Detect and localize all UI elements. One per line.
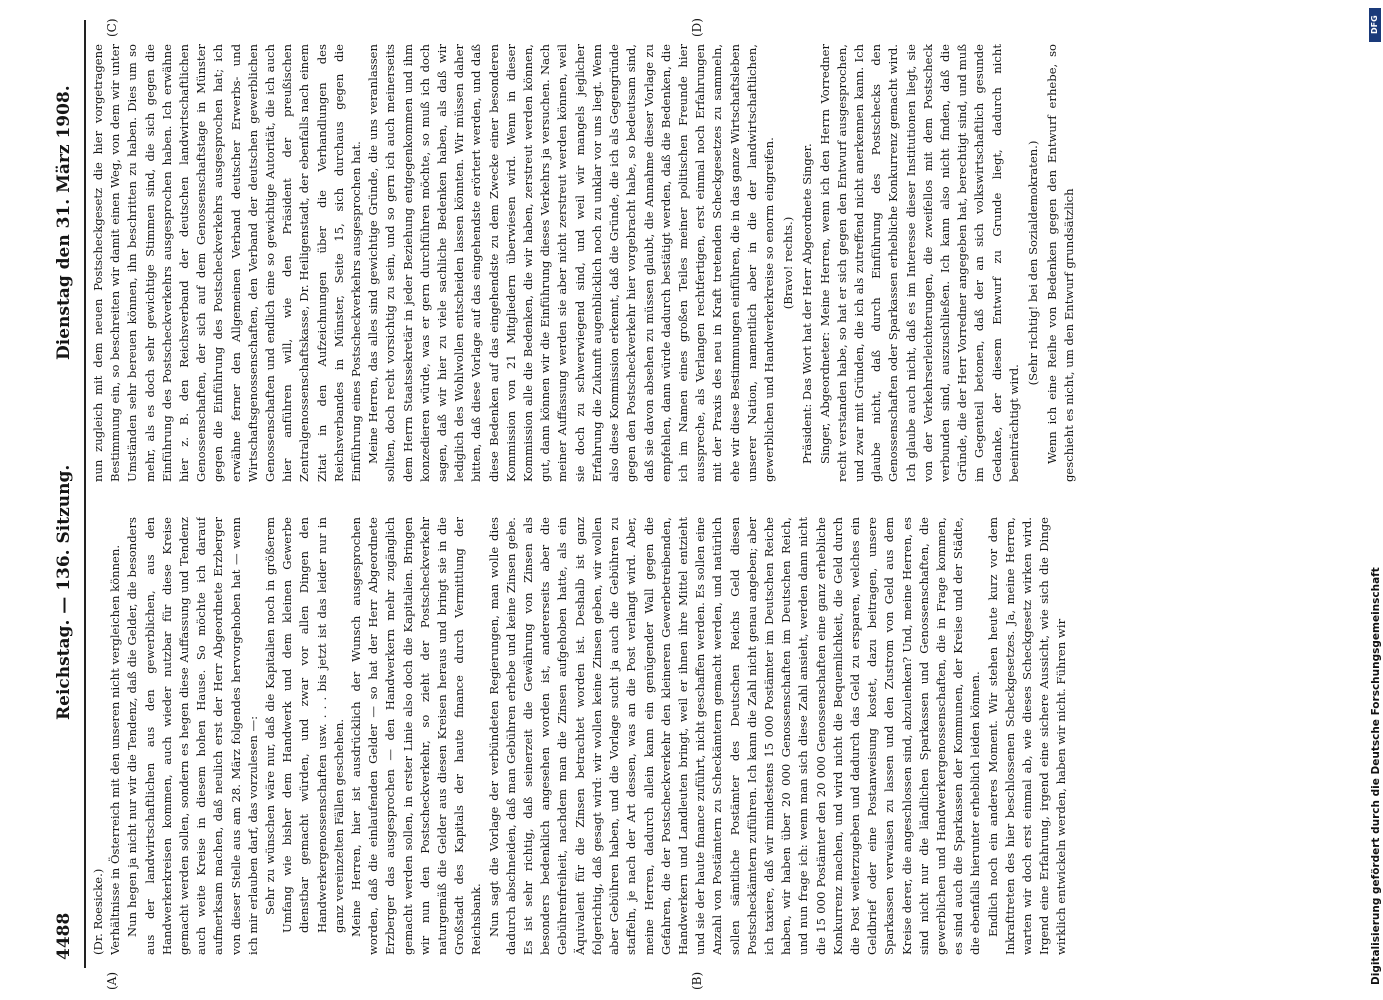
speaker-tag: (Dr. Roesicke.)	[91, 868, 105, 955]
digitization-credit: Digitalisierung gefördert durch die Deutsche Forschungsgemeinschaft	[1370, 567, 1382, 985]
interjection: (Sehr richtig! bei den Sozialdemokraten.)	[1025, 140, 1040, 386]
page-header	[54, 25, 80, 960]
dfg-logo: DFG	[1369, 8, 1381, 42]
header-rule	[84, 20, 86, 968]
interjection: (Bravo! rechts.)	[781, 216, 796, 310]
page-number: 4488	[54, 912, 74, 960]
paragraph: Verhältnisse in Österreich mit den unseren nicht vergleichen können.	[108, 544, 123, 955]
header-left-title: Reichstag. — 136. Sitzung.	[54, 464, 74, 720]
paragraph: Endlich noch ein anderes Moment. Wir stehen heute kurz vor dem Inkrafttreten des hier beschlossenen Scheckgesetzes. Ja, meine Herren, warten wir doch erst einmal ab, wie dieses Scheckgesetz wirken wird. Irgend eine Erfahrung, irgend eine sichere Aussicht, wie sich die Dinge wirklich entwickeln werden, haben wir nicht. Führen wir	[985, 517, 1069, 955]
president-statement: Präsident: Das Wort hat der Herr Abgeordnete Singer.	[800, 143, 815, 464]
paragraph: Nun sagt die Vorlage der verbündeten Regierungen, man wolle dies dadurch abschneiden, daß man Gebühren erhebe und keine Zinsen gebe. Es ist sehr richtig, daß seinerzeit die Gewährung von Zinsen als besonders bedenklich angesehen worden ist, andererseits aber die Gebührenfreiheit, nachdem man die Zinsen aufgehoben hatte, als ein Äquivalent für die Zinsen betrachtet worden ist. Deshalb ist ganz folgerichtig, daß gesagt wird: wir wollen keine Zinsen geben, wir wollen aber Gebühren haben, und die Vorlage sucht ja auch die Gebühren zu staffeln, je nach der Art dessen, was an die Post verlangt wird. Aber, meine Herren, dadurch allein kann ein genügender Wall gegen die Gefahren, die der Postscheckverkehr den kleineren Gewerbetreibenden, Handwerkern und Landleuten bringt, weil er ihnen ihre Mittel entzieht und sie der haute finance zuführt, nicht geschaffen werden. Es sollen eine Anzahl von Postämtern zu Scheckämtern gemacht werden, und natürlich sollen sämtliche Postämter des Deutschen Reichs Geld diesen Postscheckämtern zuführen. Ich kann die Zahl nicht genau angeben; aber ich taxiere, daß wir mindestens 15 000 Postämter im Deutschen Reiche haben, wir haben über 20 000 Genossenschaften im Deutschen Reich, und nun frage ich: wenn man sich diese Zahl ansieht, werden dann nicht die 15 000 Postämter den 20 000 Genossenschaften eine ganz erhebliche Konkurrenz machen, und wird nicht die Bequemlichkeit, die Geld durch die Post weiterzugeben und dadurch das Geld zu ersparen, welches ein Geldbrief oder eine Postanweisung kostet, dazu beitragen, unsere Sparkassen verwaisen zu lassen und den Zustrom von Geld aus dem Kreise derer, die angeschlossen sind, abzulenken? Und, meine Herren, es sind nicht nur die ländlichen Sparkassen und Genossenschaften, die gewerblichen und Handwerkergenossenschaften, die in Frage kommen, es sind auch die Sparkassen der Kommunen, der Kreise und der Städte, die ebenfalls hierunter erheblich leiden können.	[486, 517, 983, 955]
quotation: Sehr zu wünschen wäre nur, daß die Kapitalien noch in größerem Umfang wie bisher dem Handwerk und dem kleinen Gewerbe dienstbar gemacht würden, und zwar vor allen Dingen den Handwerkergenossenschaften usw. . . . bis jetzt ist das leider nur in ganz vereinzelten Fällen geschehen.	[263, 517, 346, 933]
text-column-right	[90, 44, 1320, 482]
paragraph: Nun hegen ja nicht nur wir die Tendenz, daß die Gelder, die besonders aus der landwirtschaftlichen aus den gewerblichen, aus den Handwerkerkreisen kommen, auch wieder nutzbar für diese Kreise gemacht werden sollen, sondern es hegen diese Auffassung und Tendenz auch weite Kreise in diesem hohen Hause. So möchte ich darauf aufmerksam machen, daß neulich erst der Herr Abgeordnete Erzberger von dieser Stelle aus am 28. März folgendes hervorgehoben hat — wenn ich mir erlauben darf, das vorzulesen —:	[125, 517, 260, 955]
paragraph: Wenn ich eine Reihe von Bedenken gegen den Entwurf erhebe, so geschieht es nicht, um den Entwurf grundsätzlich	[1045, 44, 1077, 482]
margin-marker-c: (C)	[105, 18, 119, 37]
paragraph: Meine Herren, das alles sind gewichtige Gründe, die uns veranlassen sollten, doch recht vorsichtig zu sein, und so gern ich auch meinerseits dem Herrn Staatssekretär in jeder Beziehung entgegenkommen und ihm konzedieren würde, was er gern durchführen möchte, so muß ich doch sagen, daß wir hier zu viele sachliche Bedenken haben, als daß wir lediglich des Wohlwollen entscheiden lassen könnten. Wir müssen daher bitten, daß diese Vorlage auf das eingehendste erörtert werden, und daß diese Bedenken auf das eingehendste zu dem Zwecke einer besonderen Kommission von 21 Mitgliedern überwiesen wird. Wenn in dieser Kommission alle die Bedenken, die wir haben, zerstreut werden können, gut, dann können wir die Einführung dieses Verkehrs ja versuchen. Nach meiner Auffassung werden sie aber nicht zerstreut werden können, weil sie doch zu schwerwiegend sind, und weil wir mangels jeglicher Erfahrung die Zukunft augenblicklich noch zu unklar vor uns liegt. Wenn also diese Kommission erkennt, daß die Gründe, die ich als Gegengründe gegen den Postscheckverkehr hier vorgebracht habe, so bedeutsam sind, daß sie davon absehen zu müssen glaubt, die Annahme dieser Vorlage zu empfehlen, dann würde dadurch bestätigt werden, daß die Bedenken, die ich im Namen eines großen Teiles meiner politischen Freunde hier ausspreche, als Verlangen rechtfertigen, erst einmal noch Erfahrungen mit der Praxis des neu in Kraft tretenden Scheckgesetzes zu sammeln, ehe wir diese Bestimmungen einführen, die in das ganze Wirtschaftsleben unserer Nation, namentlich aber in die der landwirtschaftlichen, gewerblichen und Handwerkerkreise so enorm eingreifen.	[366, 44, 776, 482]
margin-marker-b: (B)	[690, 971, 704, 990]
paragraph: nun zugleich mit dem neuen Postscheckgesetz die hier vorgetragene Bestimmung ein, so beschreiten wir damit einen Weg, von dem wir unter Umständen sehr bereuen können, ihn beschritten zu haben. Dies um so mehr, als es doch sehr gewichtige Stimmen sind, die sich gegen die Einführung des Postscheckverkehrs ausgesprochen haben. Ich erwähne hier z. B. den Reichsverband der deutschen landwirtschaftlichen Genossenschaften, der sich auf dem Genossenschaftstage in Münster gegen die Einführung des Postscheckverkehrs ausgesprochen hat; ich erwähne ferner den Allgemeinen Verband deutscher Erwerbs- und Wirtschaftsgenossenschaften, den Verband der deutschen gewerblichen Genossenschaften und endlich eine so gewichtige Autorität, die ich auch hier anführen will, wie den Präsident der preußischen Zentralgenossenschaftskasse, Dr. Heiligenstadt, der ebenfalls nach einem Zitat in den Aufzeichnungen über die Verhandlungen des Reichsverbandes in Münster, Seite 15, sich durchaus gegen die Einführung eines Postscheckverkehrs ausgesprochen hat.	[91, 44, 364, 482]
header-right-title: Dienstag den 31. März 1908.	[54, 85, 74, 360]
text-column-left	[90, 517, 1320, 955]
paragraph: Singer, Abgeordneter: Meine Herren, wenn ich den Herrn Vorredner recht verstanden habe, so hat er sich gegen den Entwurf ausgesprochen, und zwar mit Gründen, die ich als zutreffend nicht anerkennen kann. Ich glaube nicht, daß durch Einführung des Postschecks den Genossenschaften oder Sparkassen erhebliche Konkurrenz gemacht wird. Ich glaube auch nicht, daß es im Interesse dieser Institutionen liegt, sie von der Verkehrserleichterungen, die zweifellos mit dem Postscheck verbunden sind, auszuschließen. Ich kann also nicht finden, daß die Gründe, die der Herr Vorredner angegeben hat, berechtigt sind, und muß im Gegenteil betonen, daß der an sich volkswirtschaftlich gesunde Gedanke, der diesem Entwurf zu Grunde liegt, dadurch nicht beeinträchtigt wird.	[817, 44, 1021, 482]
paragraph: Meine Herren, hier ist ausdrücklich der Wunsch ausgesprochen worden, daß die einlaufenden Gelder — so hat der Herr Abgeordnete Erzberger das ausgesprochen — den Handwerkern mehr zugänglich gemacht werden sollen, in erster Linie also doch die Kapitalien. Bringen wir nun den Postscheckverkehr, so zieht der Postscheckverkehr naturgemäß die Gelder aus diesen Kreisen heraus und bringt sie in die Großstadt des Kapitals der haute finance durch Vermittlung der Reichsbank.	[349, 517, 484, 955]
margin-marker-d: (D)	[690, 18, 704, 37]
margin-marker-a: (A)	[105, 971, 119, 990]
